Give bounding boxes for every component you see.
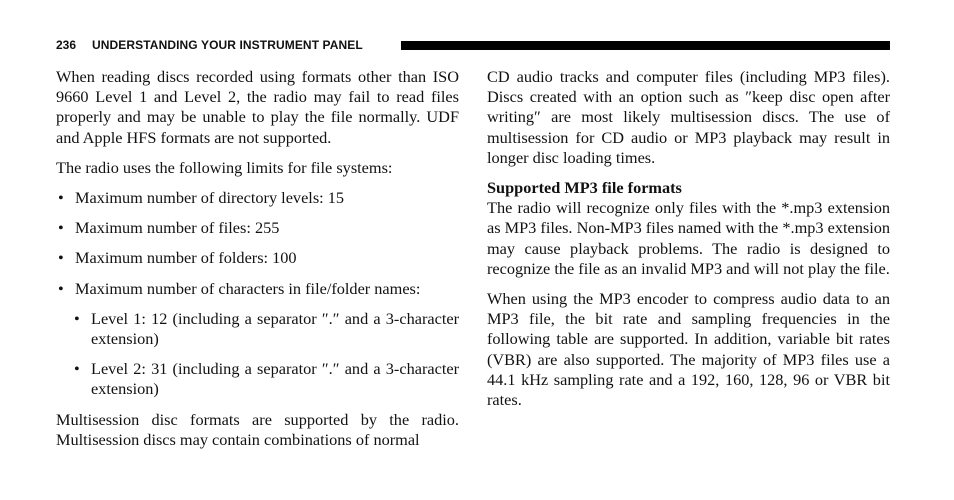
sub-list-item (56, 309, 459, 349)
bullet-icon: • (58, 218, 64, 238)
paragraph: When reading discs recorded using formats other than ISO 9660 Level 1 and Level 2, the radio may fail to read files properly and may be unable to play the file normally. UDF and Apple HFS formats are not supported. (56, 67, 459, 147)
page-number: 236 (56, 38, 77, 52)
bullet-icon: • (58, 248, 64, 268)
bullet-icon: • (74, 359, 80, 379)
header-rule (401, 41, 890, 50)
bullet-icon: • (74, 308, 80, 328)
subsection-heading: Supported MP3 file formats (487, 178, 682, 198)
list-item-text: Maximum number of folders: 100 (75, 248, 297, 268)
list-item (56, 279, 459, 299)
page-header (56, 37, 890, 53)
sub-list-item (56, 359, 459, 399)
bullet-icon: • (58, 188, 64, 208)
list-item-text: Maximum number of directory levels: 15 (75, 188, 345, 208)
list-item (56, 188, 459, 208)
paragraph: The radio uses the following limits for file systems: (56, 157, 393, 177)
list-item-text: Level 1: 12 (including a separator ″.″ and a 3-character extension) (91, 308, 459, 349)
list-item (56, 248, 459, 268)
right-column (487, 67, 890, 410)
list-item-text: Maximum number of files: 255 (75, 218, 280, 238)
bullet-icon: • (58, 278, 64, 298)
list-item-text: Maximum number of characters in file/folder names: (75, 278, 421, 298)
section-title: UNDERSTANDING YOUR INSTRUMENT PANEL (92, 38, 363, 52)
list-item (56, 218, 459, 238)
paragraph: Multisession disc formats are supported by the radio. Multisession discs may contain combinations of normal (56, 409, 459, 449)
paragraph: CD audio tracks and computer files (including MP3 files). Discs created with an option such as ″keep disc open after writing″ are most likely multisession discs. The use of multisession for CD audio or MP3 playback may result in longer disc loading times. (487, 67, 890, 167)
paragraph: The radio will recognize only files with the *.mp3 extension as MP3 files. Non-MP3 files named with the *.mp3 extension may cause playback problems. The radio is designed to recognize the file as an invalid MP3 and will not play the file. (487, 198, 890, 278)
list-item-text: Level 2: 31 (including a separator ″.″ and a 3-character extension) (91, 359, 459, 399)
left-column (56, 67, 459, 450)
paragraph: When using the MP3 encoder to compress audio data to an MP3 file, the bit rate and sampling frequencies in the following table are supported. In addition, variable bit rates (VBR) are also supported. The majority of MP3 files use a 44.1 kHz sampling rate and a 192, 160, 128, 96 or VBR bit rates. (487, 289, 890, 410)
